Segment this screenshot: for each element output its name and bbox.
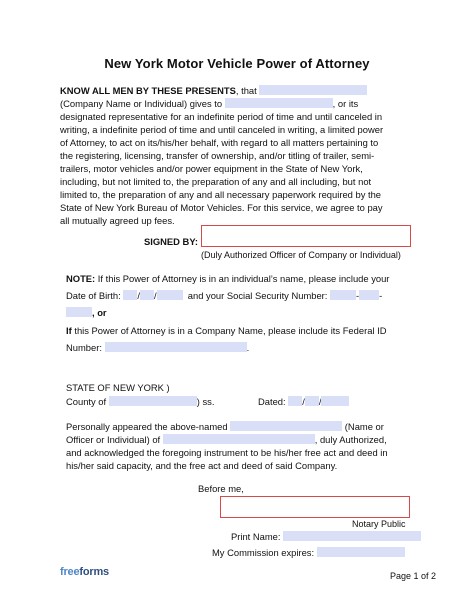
document-title: New York Motor Vehicle Power of Attorney bbox=[104, 56, 370, 71]
duly-authorized-label: , duly Authorized, bbox=[314, 434, 387, 445]
signature-caption: (Duly Authorized Officer of Company or Individual) bbox=[201, 250, 401, 260]
body-line: trailers, motor vehicles and/or power equipment in the State of New York, bbox=[60, 163, 363, 174]
body-line: the registering, licensing, transfer of ownership, and/or titling of trailer, semi- bbox=[60, 150, 375, 161]
notary-signature-field[interactable] bbox=[220, 496, 410, 518]
dated-day-field[interactable] bbox=[305, 396, 319, 406]
company-or-individual-label: (Company Name or Individual) gives to bbox=[60, 98, 223, 109]
dated-line: Dated: / / bbox=[258, 395, 349, 408]
logo-forms: forms bbox=[79, 566, 109, 578]
body-line: limited to, the preparation of any and all necessary paperwork required by the bbox=[60, 189, 382, 200]
appeared-label: Personally appeared the above-named bbox=[66, 421, 228, 432]
or-label: , or bbox=[92, 307, 107, 318]
ack-line: and acknowledged the foregoing instrument to be his/her free act and deed in bbox=[66, 447, 388, 458]
or-its-label: , or its bbox=[332, 98, 359, 109]
federal-id-field[interactable] bbox=[105, 342, 247, 352]
intro-line-1 bbox=[60, 84, 383, 97]
company-id-line bbox=[66, 324, 386, 337]
print-name-line bbox=[231, 530, 421, 543]
ssn-part3-field[interactable] bbox=[66, 307, 92, 317]
ack-line: his/her said capacity, and the free act and deed of said Company. bbox=[66, 460, 338, 471]
body-line: designated representative for an indefinite period of time and until canceled in bbox=[60, 111, 383, 122]
note-label: NOTE: bbox=[66, 273, 96, 284]
dated-year-field[interactable] bbox=[321, 396, 349, 406]
dob-year-field[interactable] bbox=[157, 290, 183, 300]
body-line: all mutually agreed up fees. bbox=[60, 215, 175, 226]
company-id-text: this Power of Attorney is in a Company Name, please include its Federal ID bbox=[71, 325, 387, 336]
number-label: Number: bbox=[66, 342, 102, 353]
notary-public-caption: Notary Public bbox=[352, 519, 406, 529]
company-name-field[interactable] bbox=[163, 434, 315, 444]
grantor-name-field[interactable] bbox=[259, 85, 367, 95]
federal-id-line: Number: . bbox=[66, 342, 250, 353]
signed-by-label: SIGNED BY: bbox=[144, 236, 198, 247]
ssn-label: and your Social Security Number: bbox=[187, 290, 328, 301]
appeared-name-field[interactable] bbox=[230, 421, 342, 431]
dob-month-field[interactable] bbox=[123, 290, 137, 300]
dob-label: Date of Birth: bbox=[66, 290, 121, 301]
county-label: County of bbox=[66, 396, 107, 407]
state-line: STATE OF NEW YORK ) bbox=[66, 382, 170, 393]
intro-paragraph bbox=[60, 84, 383, 227]
commission-line bbox=[212, 546, 405, 559]
body-line: State of New York Bureau of Motor Vehicles. For this service, we agree to pay bbox=[60, 202, 383, 213]
commission-label: My Commission expires: bbox=[212, 547, 315, 558]
body-line: writing, a indefinite period of time and until canceled in writing, a limited power bbox=[60, 124, 384, 135]
note-text: If this Power of Attorney is in an individual’s name, please include your bbox=[95, 273, 390, 284]
intro-line-2 bbox=[60, 97, 383, 110]
dob-ssn-line: Date of Birth: / / and your Social Security Number: - - bbox=[66, 290, 383, 301]
dob-day-field[interactable] bbox=[140, 290, 154, 300]
before-me-label: Before me, bbox=[198, 483, 244, 494]
intro-lead-after: , that bbox=[235, 85, 257, 96]
name-or-label: (Name or bbox=[344, 421, 384, 432]
signature-field[interactable] bbox=[201, 225, 411, 247]
note-line bbox=[66, 272, 389, 285]
officer-line bbox=[66, 433, 387, 446]
if-label: If bbox=[66, 325, 72, 336]
body-line: including, but not limited to, the preparation of any and all including, but not bbox=[60, 176, 372, 187]
print-name-field[interactable] bbox=[283, 531, 421, 541]
ss-label: ) ss. bbox=[196, 396, 215, 407]
county-field[interactable] bbox=[109, 396, 197, 406]
ssn-part1-field[interactable] bbox=[330, 290, 356, 300]
officer-label: Officer or Individual) of bbox=[66, 434, 161, 445]
attorney-name-field[interactable] bbox=[225, 98, 333, 108]
intro-lead: KNOW ALL MEN BY THESE PRESENTS bbox=[60, 85, 236, 96]
logo-free: free bbox=[60, 566, 80, 578]
freeforms-logo bbox=[60, 566, 109, 578]
commission-date-field[interactable] bbox=[317, 547, 405, 557]
body-line: of Attorney, to act on its/his/her behalf, with regard to all matters pertaining to bbox=[60, 137, 379, 148]
appeared-line bbox=[66, 420, 384, 433]
dated-month-field[interactable] bbox=[288, 396, 302, 406]
ssn-part2-field[interactable] bbox=[359, 290, 379, 300]
dated-label: Dated: bbox=[258, 396, 286, 407]
page-number: Page 1 of 2 bbox=[389, 571, 436, 581]
county-line bbox=[66, 395, 214, 408]
ssn-continue-line bbox=[66, 306, 107, 319]
print-name-label: Print Name: bbox=[231, 531, 281, 542]
